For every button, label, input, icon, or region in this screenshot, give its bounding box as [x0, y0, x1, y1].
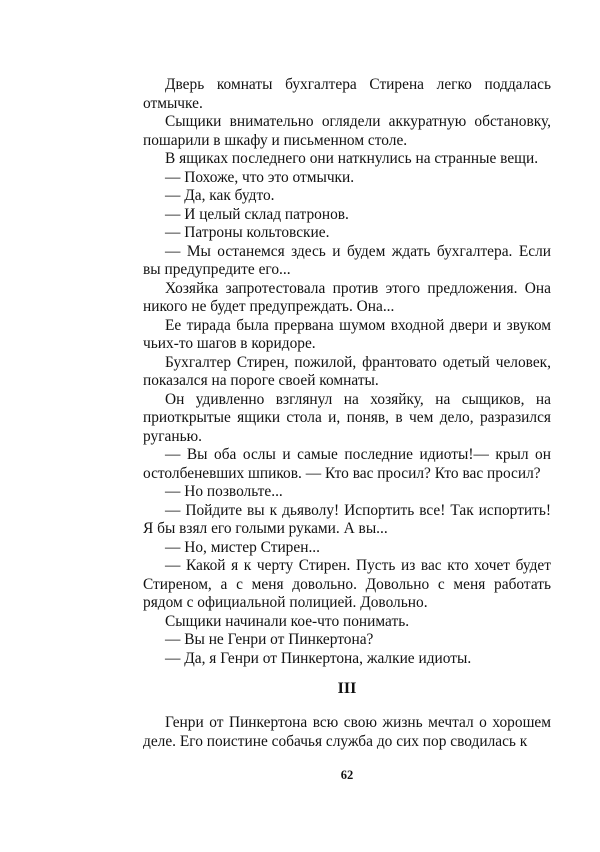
paragraph: В ящиках последнего они наткнулись на странные вещи. [165, 150, 539, 167]
paragraph: Он удивленно взглянул на хозяйку, на сыщиков, на приоткрытые ящики стола и, поняв, в чем дело, разразился руганью. [143, 390, 551, 445]
dialogue-line: — Да, как будто. [165, 187, 275, 204]
dialogue-line: — Мы останемся здесь и будем ждать бухгалтера. Если вы предупредите его... [143, 242, 551, 278]
paragraph: Бухгалтер Стирен, пожилой, франтовато одетый человек, показался на пороге своей комнаты. [143, 353, 551, 389]
chapter-heading: III [337, 680, 357, 697]
dialogue-line: — Пойдите вы к дьяволу! Испортить все! Так испортить! Я бы взял его голыми руками. А вы... [143, 501, 551, 537]
dialogue-line: — Похоже, что это отмычки. [165, 168, 355, 186]
paragraph: Хозяйка запротестовала против этого предложения. Она никого не будет предупреждать. Она... [143, 279, 551, 315]
dialogue-line: — Какой я к черту Стирен. Пусть из вас кто хочет будет Стиреном, а с меня довольно. Довольно с меня работать рядом с официальной полицией. Довольно. [143, 557, 551, 611]
dialogue-line: — Вы оба ослы и самые последние идиоты!— крыл он остолбеневших шпиков. — Кто вас просил? Кто вас просил? [143, 446, 551, 482]
paragraph: Ее тирада была прервана шумом входной двери и звуком чьих-то шагов в коридоре. [143, 316, 551, 352]
paragraph: Сыщики внимательно оглядели аккуратную обстановку, пошарили в шкафу и письменном столе. [143, 113, 551, 149]
dialogue-line: — Но, мистер Стирен... [165, 538, 320, 556]
body-text-continued [143, 714, 551, 751]
paragraph: Сыщики начинали кое-что понимать. [165, 612, 410, 630]
dialogue-line: — Но позвольте... [165, 483, 283, 500]
dialogue-line: — Вы не Генри от Пинкертона? [165, 631, 374, 648]
dialogue-line: — И целый склад патронов. [165, 205, 349, 223]
page-number: 62 [340, 768, 354, 782]
paragraph: Дверь комнаты бухгалтера Стирена легко поддалась отмычке. [143, 76, 551, 112]
paragraph: Генри от Пинкертона всю свою жизнь мечтал о хорошем деле. Его поистине собачья служба до сих пор сводилась к [143, 714, 551, 750]
body-text [143, 76, 551, 668]
dialogue-line: — Да, я Генри от Пинкертона, жалкие идиоты. [165, 649, 472, 667]
dialogue-line: — Патроны кольтовские. [165, 224, 330, 241]
